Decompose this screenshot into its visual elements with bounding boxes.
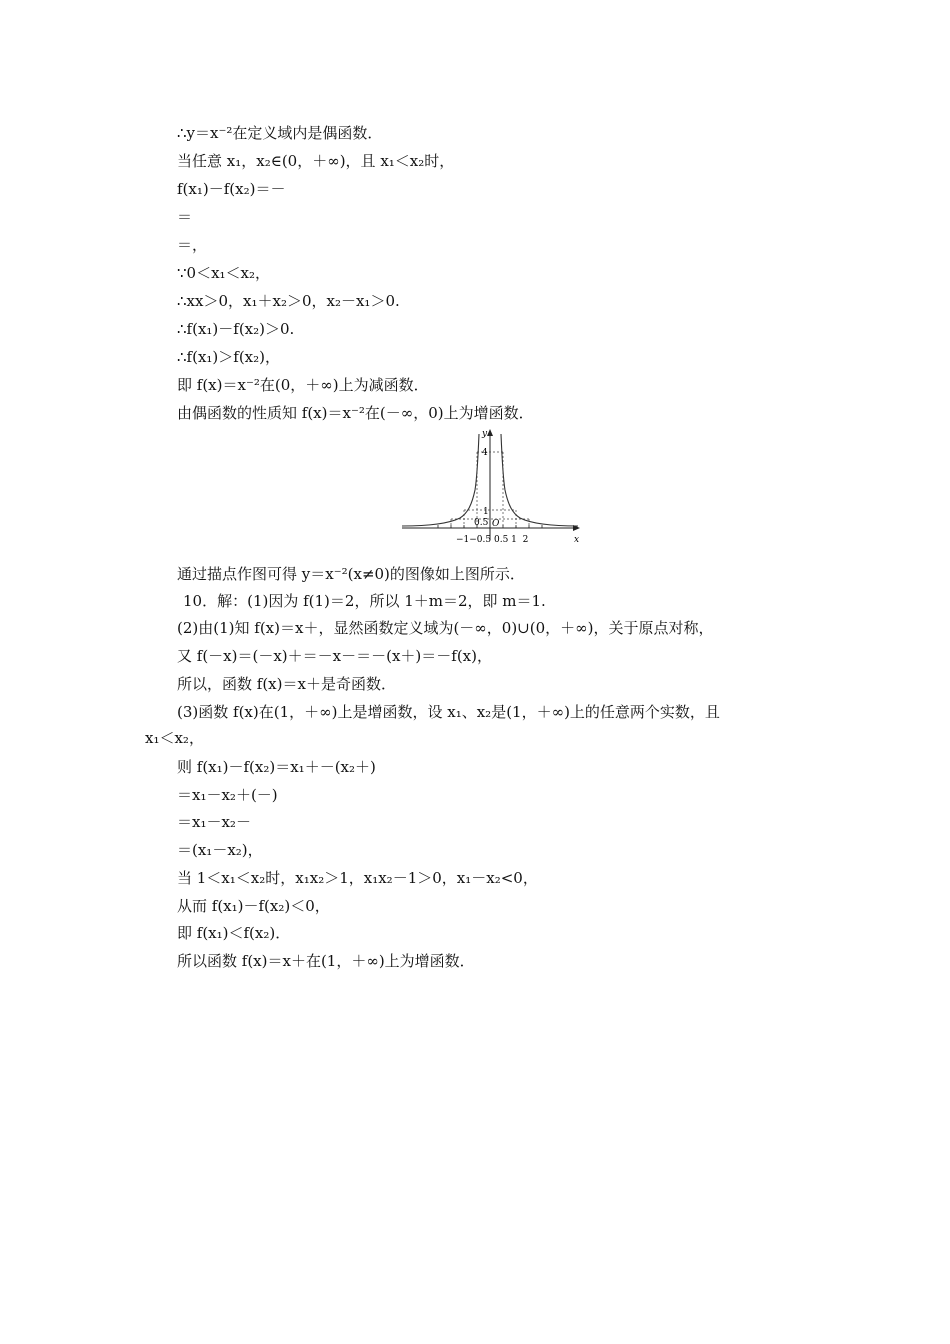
graph-figure — [398, 422, 588, 547]
curve-left-branch — [402, 434, 479, 526]
text-line-q10-part2: (2)由(1)知 f(x)＝x＋，显然函数定义域为(－∞，0)∪(0，＋∞)，关于原点对称， — [177, 619, 714, 637]
text-line-take-x1-x2: 当任意 x₁，x₂∈(0，＋∞)，且 x₁＜x₂时， — [177, 152, 455, 170]
x-axis-label: x — [574, 535, 580, 545]
text-line-conclusion: 所以函数 f(x)＝x＋在(1，＋∞)上为增函数． — [177, 952, 475, 970]
text-line-equals-2: ＝， — [177, 236, 208, 254]
y-axis-arrow — [487, 429, 493, 436]
x-tick-labels: −1−0.5 0.5 1 2 — [456, 535, 529, 545]
text-line-step-1: ＝x₁－x₂＋(－) — [177, 786, 278, 804]
text-line-step-3: ＝(x₁－x₂)， — [177, 841, 263, 859]
text-line-q10-part1: 10．解：(1)因为 f(1)＝2，所以 1＋m＝2，即 m＝1. — [183, 592, 546, 610]
text-line-step-2: ＝x₁－x₂－ — [177, 813, 251, 831]
text-line-because: ∵0＜x₁＜x₂， — [177, 264, 271, 282]
y-tick-4: 4 — [482, 448, 488, 458]
text-line-decreasing: 即 f(x)＝x⁻²在(0，＋∞)上为减函数． — [177, 376, 429, 394]
text-line-thus: 从而 f(x₁)－f(x₂)＜0， — [177, 897, 330, 915]
y-tick-0-5: 0.5 — [474, 518, 489, 528]
text-line-i-e: 即 f(x₁)＜f(x₂)． — [177, 924, 291, 942]
y-tick-1: 1 — [483, 507, 489, 517]
text-line-fx1-greater: ∴f(x₁)＞f(x₂)， — [177, 348, 281, 366]
text-line-diff-positive: ∴f(x₁)－f(x₂)＞0. — [177, 320, 295, 338]
origin-label: O — [492, 519, 500, 529]
text-line-then-diff: 则 f(x₁)－f(x₂)＝x₁＋－(x₂＋) — [177, 758, 376, 776]
text-line-even-function: ∴y＝x⁻²在定义域内是偶函数． — [177, 124, 383, 142]
text-line-graph-caption: 通过描点作图可得 y＝x⁻²(x≠0)的图像如上图所示． — [177, 565, 525, 583]
text-line-odd-function: 所以，函数 f(x)＝x＋是奇函数． — [177, 675, 396, 693]
y-axis-label: y — [482, 429, 488, 439]
text-line-x1-less-x2: x₁＜x₂， — [145, 729, 204, 747]
text-line-when: 当 1＜x₁＜x₂时，x₁x₂＞1，x₁x₂－1＞0，x₁－x₂<0， — [177, 869, 538, 887]
text-line-signs: ∴xx＞0，x₁＋x₂＞0，x₂－x₁＞0. — [177, 292, 400, 310]
text-line-equals-1: ＝ — [177, 208, 193, 226]
text-line-increasing: 由偶函数的性质知 f(x)＝x⁻²在(－∞，0)上为增函数． — [177, 404, 534, 422]
text-line-f-neg-x: 又 f(－x)＝(－x)＋＝－x－＝－(x＋)＝－f(x)， — [177, 647, 492, 665]
text-line-q10-part3: (3)函数 f(x)在(1，＋∞)上是增函数，设 x₁、x₂是(1，＋∞)上的任意两个实数，且 — [177, 703, 720, 721]
text-line-difference: f(x₁)－f(x₂)＝－ — [177, 180, 286, 198]
curve-right-branch — [501, 434, 578, 526]
